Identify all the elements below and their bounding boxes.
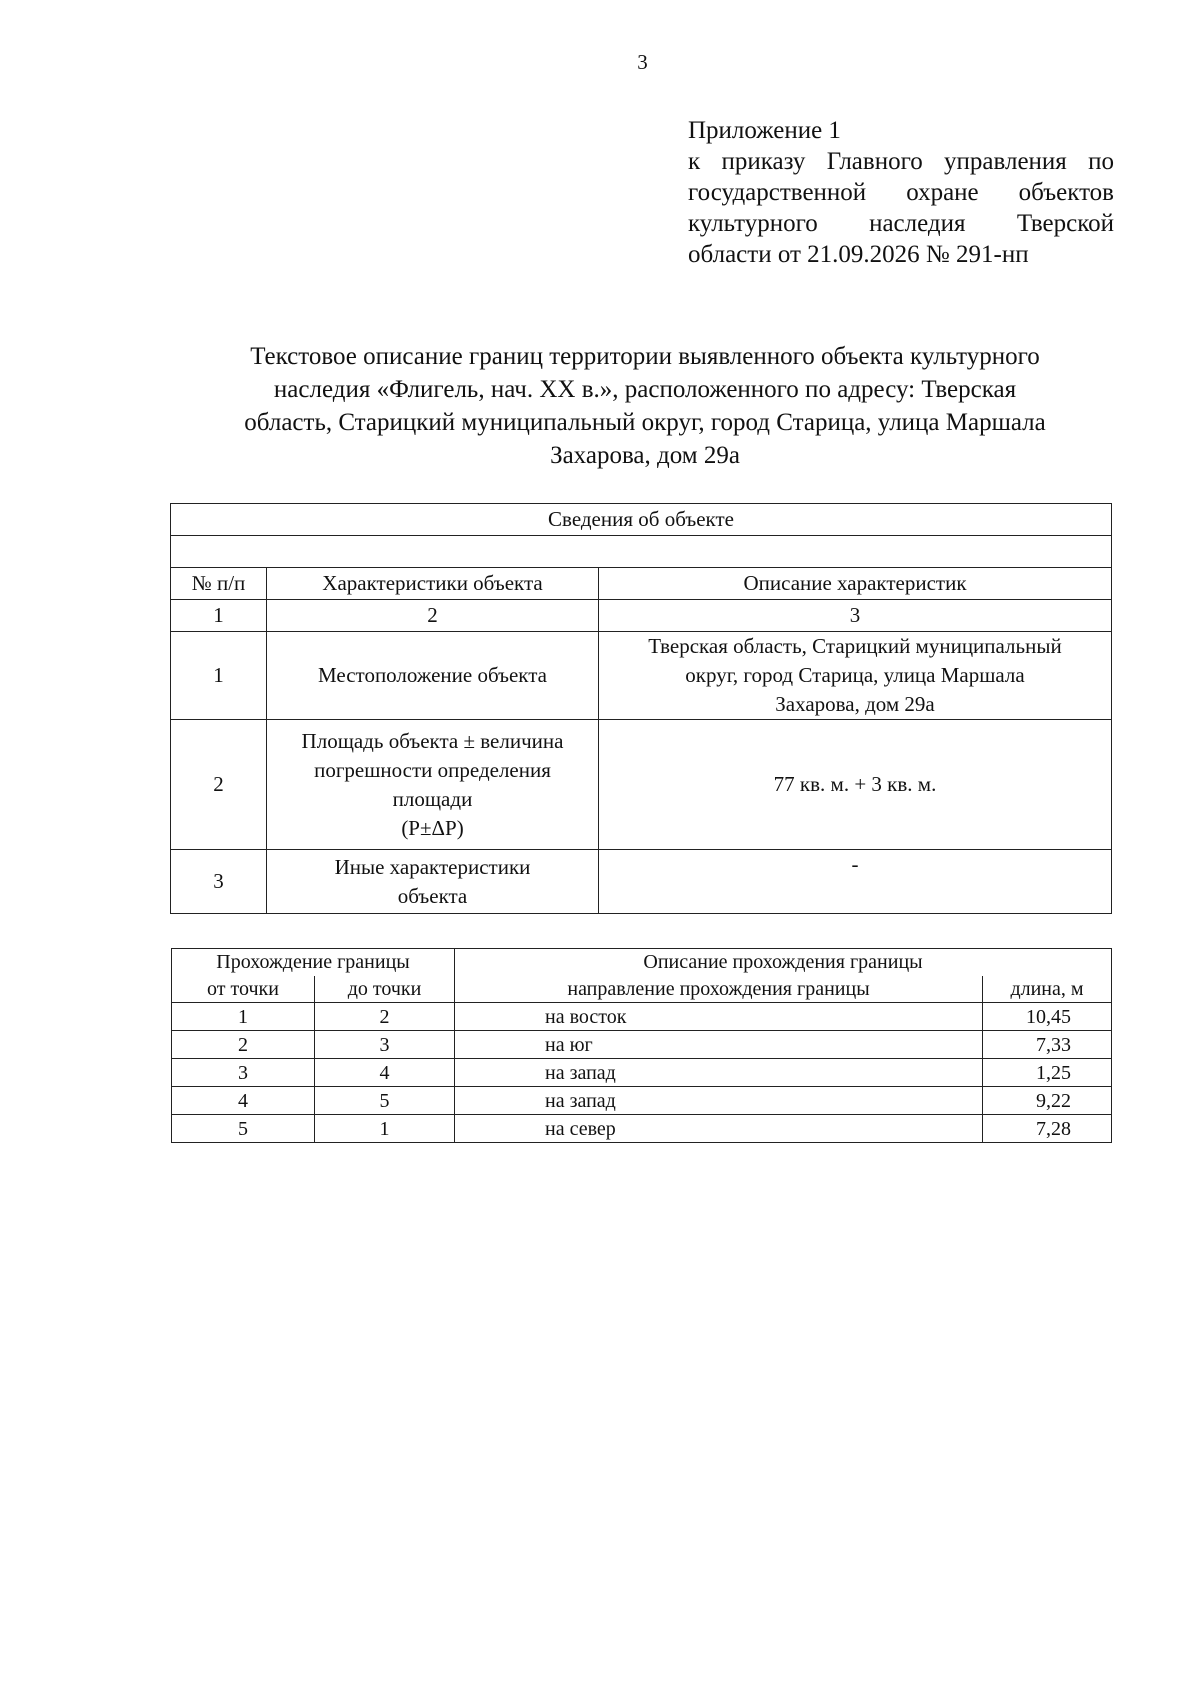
to-point: 3 xyxy=(315,1031,455,1059)
text-line: - xyxy=(851,852,859,876)
length: 7,33 xyxy=(983,1031,1112,1059)
text-line: Тверская область, Старицкий муниципальный xyxy=(648,634,1062,658)
document-title xyxy=(170,340,1120,472)
length: 1,25 xyxy=(983,1059,1112,1087)
from-point: 5 xyxy=(172,1115,315,1143)
row-number: 1 xyxy=(171,632,267,720)
text-line: Захарова, дом 29а xyxy=(775,692,935,716)
column-number: 2 xyxy=(267,600,599,632)
table-row xyxy=(172,1059,1112,1087)
characteristic-value xyxy=(599,720,1112,850)
from-point: 1 xyxy=(172,1003,315,1031)
row-number: 2 xyxy=(171,720,267,850)
from-point: 4 xyxy=(172,1087,315,1115)
text-line: объекта xyxy=(397,883,468,908)
table-row xyxy=(172,1031,1112,1059)
text-line: Иные характеристики xyxy=(334,854,531,879)
column-header: длина, м xyxy=(983,976,1112,1003)
table-caption: Сведения об объекте xyxy=(171,504,1112,536)
characteristic-value xyxy=(599,850,1112,914)
title-line: Текстовое описание границ территории выявленного объекта культурного xyxy=(250,343,1040,370)
table-row xyxy=(172,1003,1112,1031)
header-row xyxy=(172,976,1112,1003)
column-header: от точки xyxy=(172,976,315,1003)
direction: на запад xyxy=(455,1087,983,1115)
from-point: 2 xyxy=(172,1031,315,1059)
column-header: до точки xyxy=(315,976,455,1003)
table-row xyxy=(172,1087,1112,1115)
column-header: Характеристики объекта xyxy=(267,568,599,600)
table-row xyxy=(171,632,1112,720)
characteristic-name xyxy=(267,632,599,720)
header-row xyxy=(171,568,1112,600)
appendix-line: государственной охране объектов xyxy=(688,179,1114,206)
spacer-row xyxy=(171,536,1112,568)
length: 7,28 xyxy=(983,1115,1112,1143)
table-row xyxy=(171,720,1112,850)
column-header: № п/п xyxy=(171,568,267,600)
table-row xyxy=(172,1115,1112,1143)
numbering-row xyxy=(171,600,1112,632)
text-line: 77 кв. м. + 3 кв. м. xyxy=(773,772,937,796)
group-header: Прохождение границы xyxy=(172,949,455,976)
appendix-line: культурного наследия Тверской xyxy=(688,210,1114,237)
appendix-line: к приказу Главного управления по xyxy=(688,148,1114,175)
characteristic-name xyxy=(267,720,599,850)
direction: на север xyxy=(455,1115,983,1143)
direction: на запад xyxy=(455,1059,983,1087)
to-point: 5 xyxy=(315,1087,455,1115)
group-header-row xyxy=(172,949,1112,976)
length: 9,22 xyxy=(983,1087,1112,1115)
to-point: 4 xyxy=(315,1059,455,1087)
title-line: область, Старицкий муниципальный округ, город Старица, улица Маршала xyxy=(244,409,1046,436)
to-point: 1 xyxy=(315,1115,455,1143)
direction: на восток xyxy=(455,1003,983,1031)
appendix-line: Приложение 1 xyxy=(688,117,841,144)
object-info-table xyxy=(170,503,1112,914)
text-line: округ, город Старица, улица Маршала xyxy=(685,663,1025,687)
characteristic-value xyxy=(599,632,1112,720)
direction: на юг xyxy=(455,1031,983,1059)
text-line: погрешности определения xyxy=(314,757,551,782)
caption-row xyxy=(171,504,1112,536)
to-point: 2 xyxy=(315,1003,455,1031)
characteristic-name xyxy=(267,850,599,914)
from-point: 3 xyxy=(172,1059,315,1087)
length: 10,45 xyxy=(983,1003,1112,1031)
column-number: 1 xyxy=(171,600,267,632)
column-number: 3 xyxy=(599,600,1112,632)
group-header: Описание прохождения границы xyxy=(455,949,1112,976)
text-line: Площадь объекта ± величина xyxy=(301,728,564,753)
boundary-table xyxy=(171,948,1112,1143)
column-header: направление прохождения границы xyxy=(455,976,983,1003)
appendix-reference xyxy=(688,115,1114,270)
text-line: (P±ΔP) xyxy=(401,815,464,840)
page-number: 3 xyxy=(637,50,648,74)
appendix-line: области от 21.09.2026 № 291-нп xyxy=(688,241,1029,268)
row-number: 3 xyxy=(171,850,267,914)
text-line: площади xyxy=(392,786,473,811)
text-line: Местоположение объекта xyxy=(317,663,547,687)
title-line: Захарова, дом 29а xyxy=(550,442,740,469)
title-line: наследия «Флигель, нач. XX в.», расположенного по адресу: Тверская xyxy=(273,376,1017,403)
column-header: Описание характеристик xyxy=(599,568,1112,600)
table-row xyxy=(171,850,1112,914)
